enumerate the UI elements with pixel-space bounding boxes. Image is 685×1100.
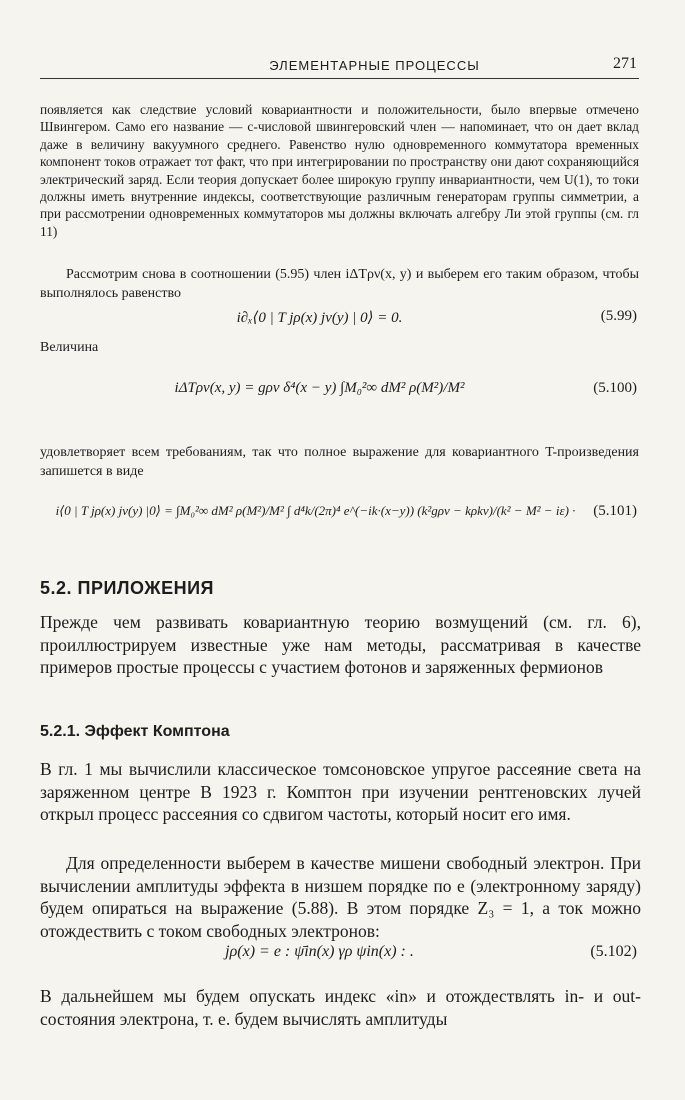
running-title: ЭЛЕМЕНТАРНЫЕ ПРОЦЕССЫ xyxy=(269,58,480,73)
equation-5-99-number: (5.99) xyxy=(600,308,637,324)
paragraph-requirements: удовлетворяет всем требованиям, так что полное выражение для ковариантного T-произведения запишется в виде xyxy=(40,445,639,479)
equation-5-101 xyxy=(46,503,639,543)
equation-5-100-number: (5.100) xyxy=(593,380,637,396)
equation-5-99 xyxy=(60,308,639,348)
equation-5-100-body: iΔTρν(x, y) = gρν δ⁴(x − y) ∫M₀²∞ dM² ρ(M²)/M² xyxy=(174,380,465,396)
equation-5-101-body: i⟨0 | T jρ(x) jν(y) |0⟩ = ∫M₀²∞ dM² ρ(M²)/M² ∫ d⁴k/(2π)⁴ e^(−ik·(x−y)) (k²gρν − kρkν)/(k² − M² − iε) · xyxy=(55,503,576,518)
equation-5-102-body: jρ(x) = e : ψ̄in(x) γρ ψin(x) : . xyxy=(225,943,414,960)
paragraph-free-electron: Для определенности выберем в качестве мишени свободный электрон. При вычислении амплитуды эффекта в низшем порядке по e (электронному заряду) будем опираться на выражение (5.88). В этом порядке Z₃ = 1, а ток можно отождествить с током свободных электронов: xyxy=(40,853,641,941)
page-header xyxy=(40,52,639,79)
equation-5-102 xyxy=(60,943,639,983)
paragraph-compton-history: В гл. 1 мы вычислили классическое томсоновское упругое рассеяние света на заряженном центре В 1923 г. Комптон при изучении рентгеновских лучей открыл процесс рассеяния со сдвигом частоты, который носит его имя. xyxy=(40,759,641,825)
paragraph-in-out-states: В дальнейшем мы будем опускать индекс «in» и отождествлять in- и out-состояния электрона, т. е. будем вычислять амплитуды xyxy=(40,986,641,1029)
subsection-title: 5.2.1. Эффект Комптона xyxy=(40,723,230,740)
label-velichina: Величина xyxy=(40,340,99,355)
paragraph-consider-term: Рассмотрим снова в соотношении (5.95) член iΔTρν(x, y) и выберем его таким образом, чтобы выполнялось равенство xyxy=(40,267,639,301)
page-number: 271 xyxy=(613,55,637,72)
paragraph-applications-intro: Прежде чем развивать ковариантную теорию возмущений (см. гл. 6), проиллюстрируем известные уже нам методы, рассматривая в качестве примеров простые процессы с участием фотонов и заряженных фермионов xyxy=(40,612,641,678)
section-title: 5.2. ПРИЛОЖЕНИЯ xyxy=(40,578,214,598)
paragraph-schwinger-term: появляется как следствие условий ковариантности и положительности, было впервые отмечено Швингером. Само его название — c-числовой швингеровский член — напоминает, что он дает вклад даже в величину вакуумного среднего. Равенство нулю одновременного коммутатора временных компонент токов отражает тот факт, что при интегрировании по пространству они дают сохраняющийся электрический заряд. Если теория допускает более широкую группу инвариантности, чем U(1), то токи должны иметь внутренние индексы, соответствующие различным генераторам группы симметрии, а при рассмотрении одновременных коммутаторов мы должны включать алгебру Ли этой группы (см. гл 11) xyxy=(40,102,639,239)
equation-5-99-body: i∂ₓ⟨0 | T jρ(x) jν(y) | 0⟩ = 0. xyxy=(236,310,403,326)
equation-5-100 xyxy=(60,380,639,420)
equation-5-101-number: (5.101) xyxy=(593,503,637,519)
equation-5-102-number: (5.102) xyxy=(590,943,637,960)
